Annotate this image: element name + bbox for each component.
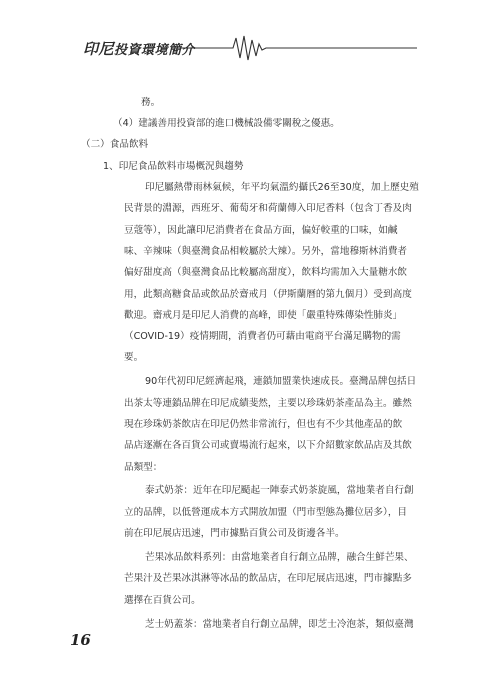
text-line: 印尼屬熱帶雨林氣候，年平均氣溫約攝氏26至30度，加上歷史殖: [145, 182, 419, 193]
text-line: 選擇在百貨公司。: [124, 595, 201, 606]
text-line: 味、辛辣味（與臺灣食品相較屬於大辣）。另外，當地穆斯林消費者: [124, 246, 408, 257]
text-line: 偏好甜度高（與臺灣食品比較屬高甜度），飲料均需加入大量糖水飲: [124, 267, 408, 278]
text-line: 前在印尼展店迅速，門市據點百貨公司及街邊各半。: [124, 528, 345, 539]
text-line: 出茶太等連鎖品牌在印尼成績斐然，主要以珍珠奶茶產品為主。雖然: [124, 398, 412, 409]
text-line: 務。: [141, 97, 161, 108]
header-title-sub: 投資環境簡介: [114, 43, 196, 58]
text-line: 泰式奶茶：近年在印尼颳起一陣泰式奶茶旋風，當地業者自行創: [145, 485, 414, 496]
text-line: （4）建議善用投資部的進口機械設備零關稅之優惠。: [113, 118, 340, 129]
page-number: 16: [70, 631, 91, 649]
text-line: （COVID-19）疫情期間，消費者仍可藉由電商平台滿足購物的需: [124, 331, 401, 342]
section-heading: （二）食品飲料: [81, 139, 149, 150]
text-line: 要。: [124, 352, 144, 363]
text-line: 民背景的淵源，西班牙、葡萄牙和荷蘭傳入印尼香料（包含丁香及肉: [124, 203, 412, 214]
text-line: 立的品牌，以低營運成本方式開放加盟（門市型態為攤位居多），目: [124, 507, 408, 518]
text-line: 歡迎。齋戒月是印尼人消費的高峰，即使「嚴重特殊傳染性肺炎」: [124, 310, 403, 321]
text-line: 用，此類高糖食品或飲品於齋戒月（伊斯蘭曆的第九個月）受到高度: [124, 289, 412, 300]
text-line: 豆蔻等），因此讓印尼消費者在食品方面，偏好較重的口味，如鹹: [124, 225, 398, 236]
text-line: 芒果冰品飲料系列：由當地業者自行創立品牌，融合生鮮芒果、: [145, 552, 414, 563]
text-line: 現在珍珠奶茶飲店在印尼仍然非常流行，但也有不少其他產品的飲: [124, 419, 403, 430]
text-line: 品類型：: [124, 462, 163, 473]
text-line: 芝士奶蓋茶：當地業者自行創立品牌，即芝士冷泡茶，類似臺灣: [145, 619, 414, 630]
text-line: 90年代初印尼經濟起飛，連鎖加盟業快速成長。臺灣品牌包括日: [145, 376, 417, 387]
header-title-main: 印尼: [83, 40, 115, 58]
text-line: 品店逐漸在各百貨公司或賣場流行起來，以下介紹數家飲品店及其飲: [124, 440, 412, 451]
subsection-heading: 1、印尼食品飲料市場概況與趨勢: [103, 161, 244, 172]
text-line: 芒果汁及芒果冰淇淋等冰品的飲品店，在印尼展店迅速，門市據點多: [124, 573, 412, 584]
